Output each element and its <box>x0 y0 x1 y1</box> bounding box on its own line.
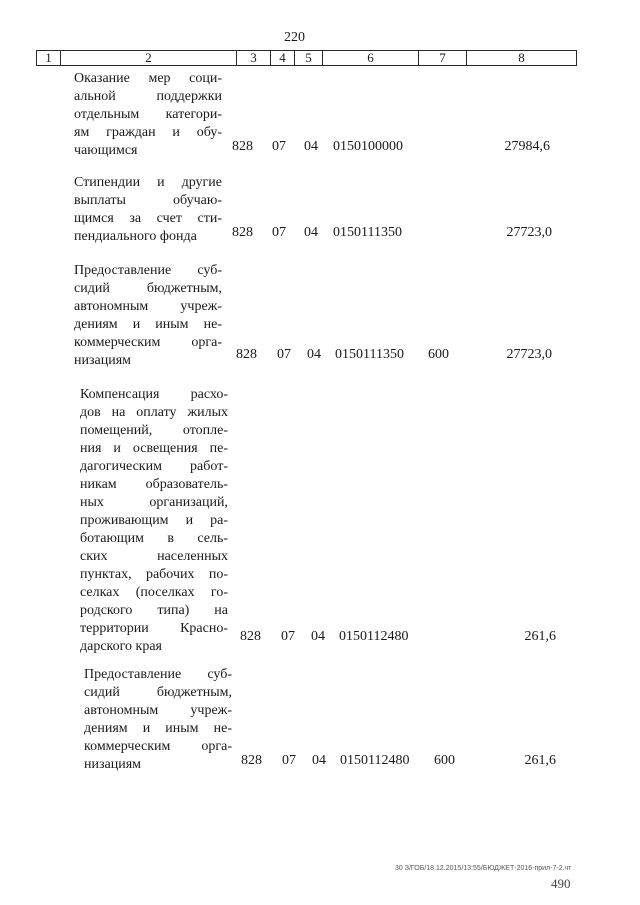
ved-code: 828 <box>232 139 253 154</box>
footer-document-code: 30 З/ГОБ/18.12.2015/13:55/БЮДЖЕТ-2016-прил-7-2.чт <box>395 865 572 872</box>
description-line: территории Красно- <box>80 621 228 636</box>
description-line: коммерческим орга- <box>84 739 232 754</box>
description-line: никам образователь- <box>80 477 228 492</box>
column-header-cell: 6 <box>323 51 419 66</box>
subsection-code: 04 <box>304 225 318 240</box>
description-line: дарского края <box>80 639 162 654</box>
section-code: 07 <box>272 139 286 154</box>
description-line: сидий бюджетным, <box>74 281 222 296</box>
amount: 261,6 <box>524 753 556 768</box>
column-header-cell: 3 <box>237 51 271 66</box>
description-line: Компенсация расхо- <box>80 387 228 402</box>
footer-page-number: 490 <box>551 876 571 891</box>
description-line: альной поддержки <box>74 89 222 104</box>
description-line: автономным учреж- <box>84 703 232 718</box>
description-line: выплаты обучаю- <box>74 193 222 208</box>
column-header-cell: 2 <box>61 51 237 66</box>
description-line: низациям <box>74 353 132 368</box>
row-description <box>84 666 232 774</box>
target-article-code: 0150112480 <box>340 753 410 768</box>
target-article-code: 0150112480 <box>339 629 409 644</box>
row-description <box>80 386 228 656</box>
section-code: 07 <box>272 225 286 240</box>
description-line: дениям и иным не- <box>84 721 232 736</box>
description-line: отдельным категори- <box>74 107 222 122</box>
description-line: помещений, отопле- <box>80 423 228 438</box>
column-header-table <box>36 50 577 66</box>
target-article-code: 0150100000 <box>333 139 403 154</box>
subsection-code: 04 <box>307 347 321 362</box>
description-line: Предоставление суб- <box>84 667 232 682</box>
column-header-row <box>37 51 577 66</box>
description-line: ям граждан и обу- <box>74 125 222 140</box>
description-line: сидий бюджетным, <box>84 685 232 700</box>
ved-code: 828 <box>236 347 257 362</box>
amount: 27984,6 <box>504 139 550 154</box>
description-line: проживающим и ра- <box>80 513 228 528</box>
subsection-code: 04 <box>311 629 325 644</box>
description-line: Стипендии и другие <box>74 175 222 190</box>
amount: 27723,0 <box>506 225 552 240</box>
description-line: селках (поселках го- <box>80 585 228 600</box>
description-line: дагогическим работ- <box>80 459 228 474</box>
column-header-cell: 4 <box>271 51 295 66</box>
description-line: дениям и иным не- <box>74 317 222 332</box>
section-code: 07 <box>282 753 296 768</box>
description-line: пунктах, рабочих по- <box>80 567 228 582</box>
expense-type-code: 600 <box>434 753 455 768</box>
description-line: ния и освещения пе- <box>80 441 228 456</box>
row-description <box>74 70 222 160</box>
ved-code: 828 <box>240 629 261 644</box>
description-line: ных организаций, <box>80 495 228 510</box>
row-description <box>74 174 222 246</box>
column-header-cell: 5 <box>295 51 323 66</box>
expense-type-code: 600 <box>428 347 449 362</box>
description-line: пендиального фонда <box>74 229 197 244</box>
description-line: автономным учреж- <box>74 299 222 314</box>
description-line: родского типа) на <box>80 603 228 618</box>
description-line: щимся за счет сти- <box>74 211 222 226</box>
target-article-code: 0150111350 <box>335 347 404 362</box>
target-article-code: 0150111350 <box>333 225 402 240</box>
subsection-code: 04 <box>312 753 326 768</box>
description-line: дов на оплату жилых <box>80 405 228 420</box>
row-description <box>74 262 222 370</box>
page-number-top: 220 <box>284 30 305 45</box>
description-line: Оказание мер соци- <box>74 71 222 86</box>
amount: 261,6 <box>524 629 556 644</box>
section-code: 07 <box>281 629 295 644</box>
ved-code: 828 <box>241 753 262 768</box>
subsection-code: 04 <box>304 139 318 154</box>
description-line: коммерческим орга- <box>74 335 222 350</box>
description-line: ских населенных <box>80 549 228 564</box>
section-code: 07 <box>277 347 291 362</box>
description-line: чающимся <box>74 143 138 158</box>
ved-code: 828 <box>232 225 253 240</box>
description-line: низациям <box>84 757 142 772</box>
description-line: ботающим в сель- <box>80 531 228 546</box>
amount: 27723,0 <box>506 347 552 362</box>
column-header-cell: 1 <box>37 51 61 66</box>
description-line: Предоставление суб- <box>74 263 222 278</box>
column-header-cell: 8 <box>467 51 577 66</box>
column-header-cell: 7 <box>419 51 467 66</box>
